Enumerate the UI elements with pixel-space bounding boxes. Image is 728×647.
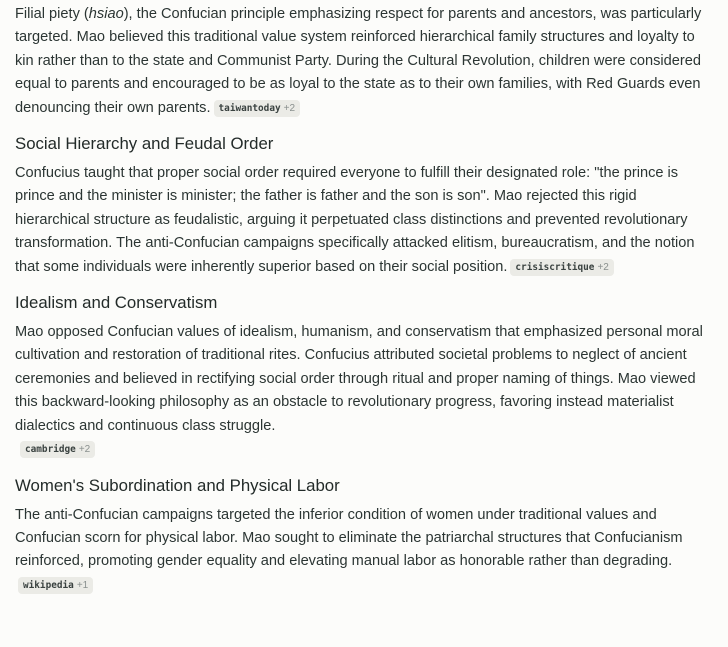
paragraph-text: The anti-Confucian campaigns targeted the inferior condition of women under traditional values and Confucian scorn for physical labor. Mao sought to eliminate the patriarchal structures that Confucianism reinforced, promoting gender equality and elevating manual labor as honorable rather than degrading. [15, 506, 683, 570]
section-heading-social-hierarchy: Social Hierarchy and Feudal Order [15, 134, 274, 154]
paragraph-emphasis: hsiao [88, 6, 124, 22]
citation-more-count: +1 [76, 579, 89, 591]
citation-chip-crisiscritique[interactable] [510, 259, 613, 276]
citation-source: wikipedia [23, 579, 74, 591]
paragraph-idealism [15, 321, 705, 438]
citation-chip-wikipedia[interactable] [18, 577, 93, 594]
paragraph-text: ), the Confucian principle emphasizing respect for parents and ancestors, was particularly targeted. Mao believed this traditional value system reinforced hierarchical family structures and loyalty to kin rather than to the state and Communist Party. During the Cultural Revolution, children were considered equal to parents and encouraged to be as loyal to the state as to their own families, with Red Guards even denouncing their own parents. [15, 6, 702, 116]
citation-more-count: +2 [283, 102, 296, 114]
citation-source: crisiscritique [515, 261, 595, 273]
citation-more-count: +2 [597, 261, 609, 273]
paragraph-womens-subordination [15, 504, 705, 598]
paragraph-text: Mao opposed Confucian values of idealism, humanism, and conservatism that emphasized personal moral cultivation and restoration of traditional rites. Confucius attributed societal problems to neglect of ancient ceremonies and believed in rectifying social order through ritual and proper naming of things. Mao viewed this backward-looking philosophy as an obstacle to revolutionary progress, favoring instead materialist dialectics and continuous class struggle. [15, 324, 703, 434]
citation-row [15, 438, 705, 461]
citation-source: cambridge [25, 444, 76, 456]
paragraph-text: Confucius taught that proper social order required everyone to fulfill their designated role: "the prince is prince and the minister is minister; the father is father and the son is son". Mao rejected this rigid hierarchical structure as feudalistic, arguing it perpetuated class distinctions and prevented revolutionary transformation. The anti-Confucian campaigns specifically attacked elitism, bureaucratism, and the notion that some individuals were inherently superior based on their social position. [15, 165, 695, 275]
citation-chip-cambridge[interactable] [20, 441, 95, 458]
citation-chip-taiwantoday[interactable] [214, 100, 301, 117]
paragraph-filial-piety [15, 3, 705, 120]
section-heading-idealism: Idealism and Conservatism [15, 293, 218, 313]
paragraph-text: Filial piety ( [15, 6, 89, 22]
citation-more-count: +2 [78, 444, 91, 456]
paragraph-social-hierarchy [15, 162, 705, 279]
section-heading-womens-subordination: Women's Subordination and Physical Labor [15, 475, 340, 495]
citation-source: taiwantoday [218, 102, 281, 114]
